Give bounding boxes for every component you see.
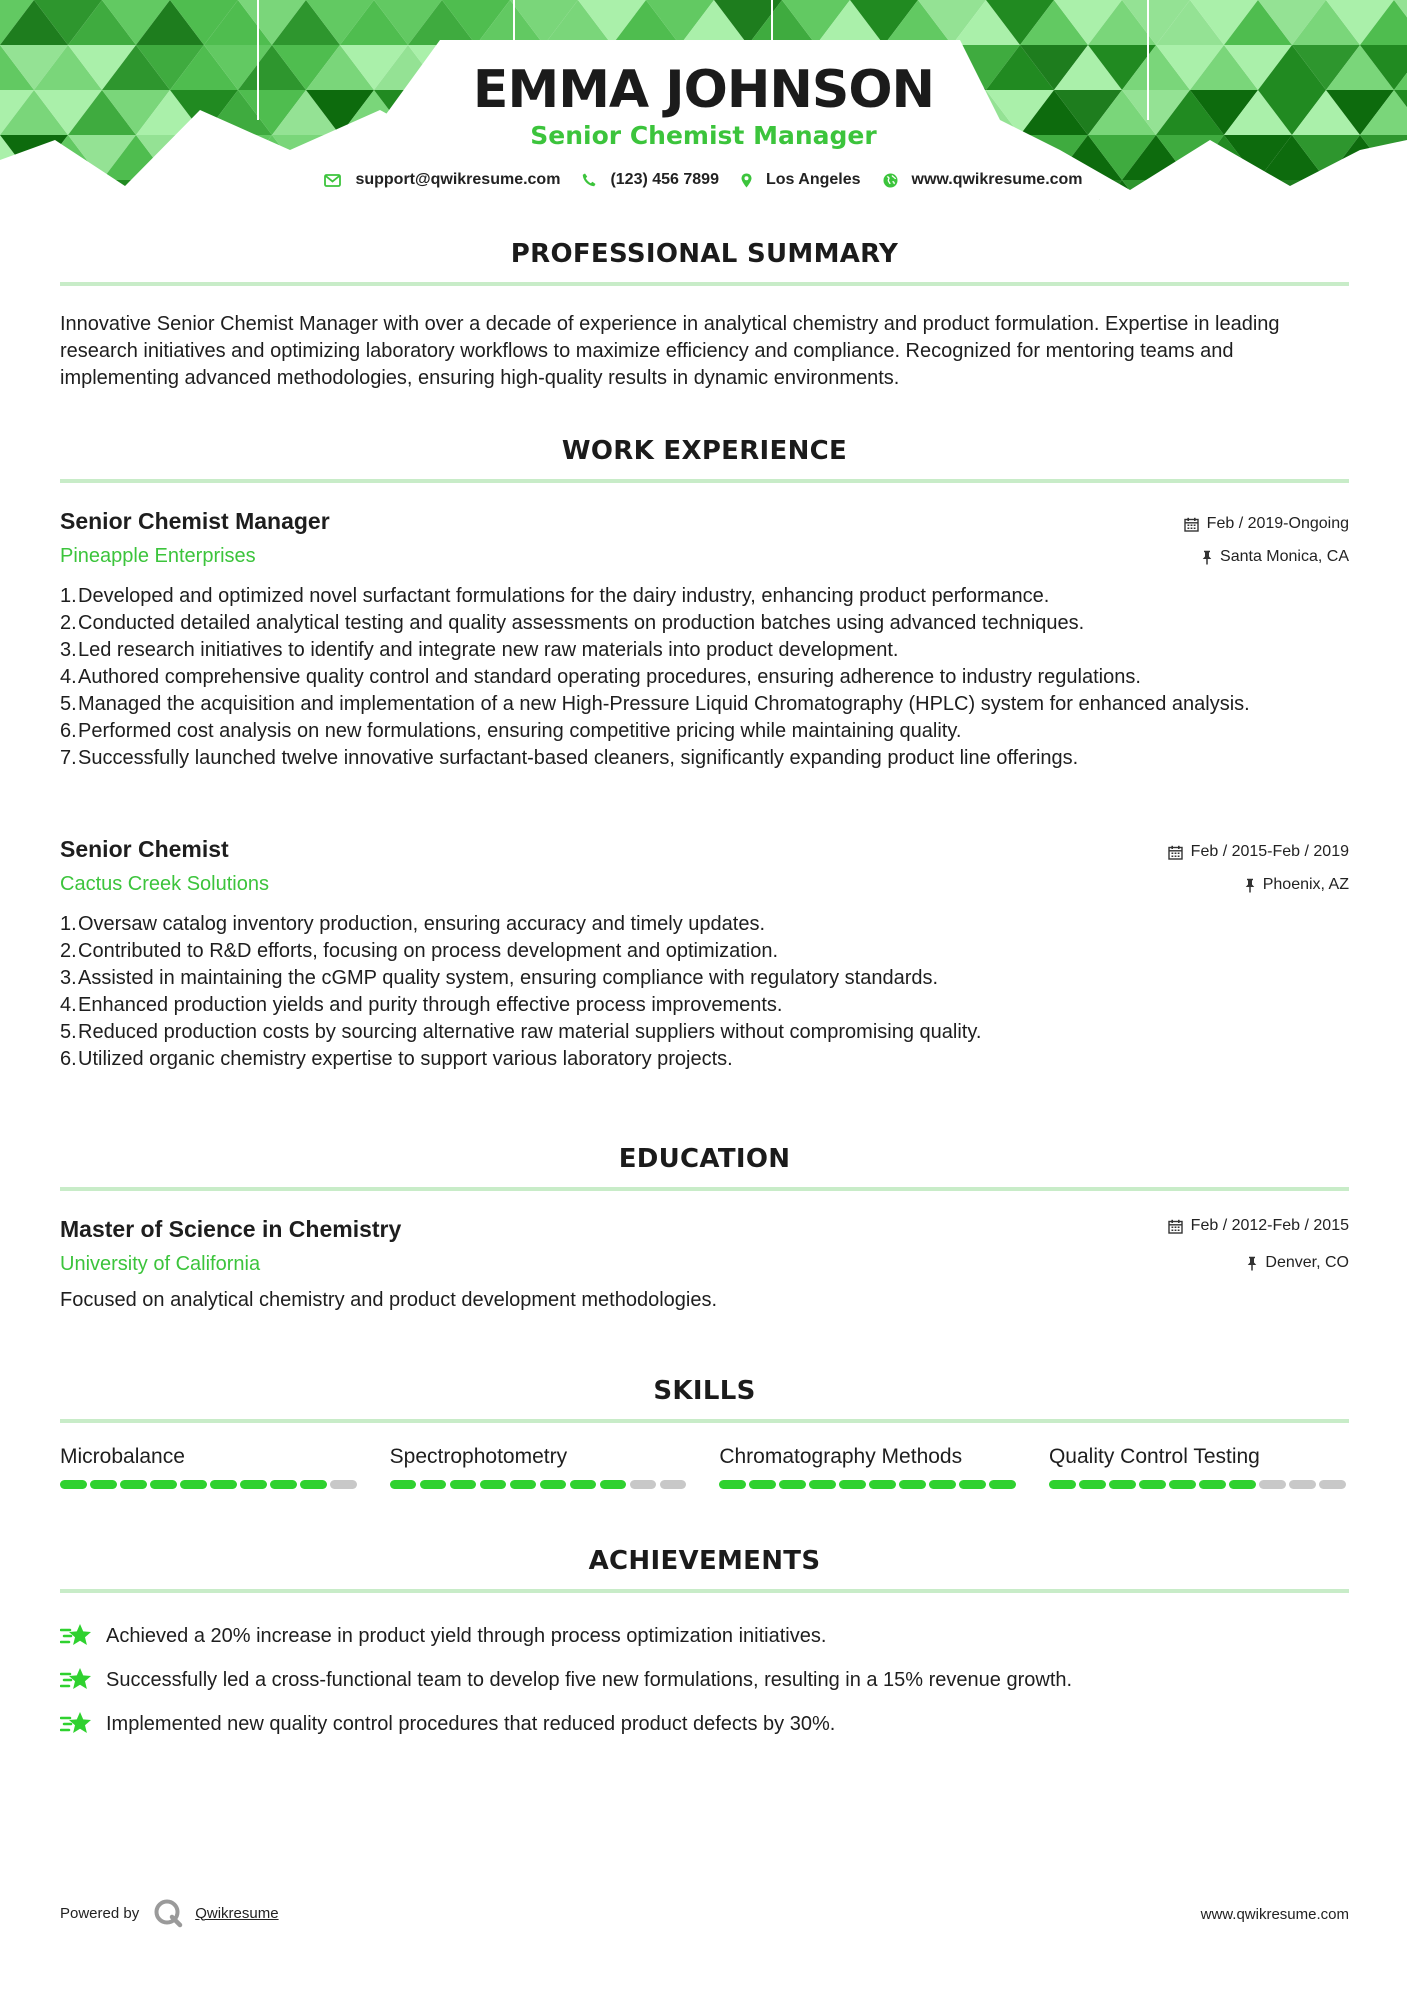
skill-level-segment <box>150 1480 177 1489</box>
website-text: www.qwikresume.com <box>911 171 1083 188</box>
skill-level-segment <box>420 1480 447 1489</box>
section-divider <box>60 1589 1349 1593</box>
job-role: Senior Chemist Manager <box>60 508 330 534</box>
map-marker-icon <box>741 173 752 188</box>
skill-level-segment <box>989 1480 1016 1489</box>
skill-level-segment <box>809 1480 836 1489</box>
footer-website[interactable]: www.qwikresume.com <box>1200 1906 1349 1923</box>
globe-icon <box>883 173 898 188</box>
shooting-star-icon <box>60 1622 92 1650</box>
calendar-icon <box>1168 1219 1183 1234</box>
envelope-icon <box>324 174 341 187</box>
calendar-icon <box>1168 845 1183 860</box>
summary-text: Innovative Senior Chemist Manager with over a decade of experience in analytical chemistry and product formulation. Expertise in leading research initiatives and optimizing laboratory workflows to maximize efficiency and compliance. Recognized for mentoring teams and implementing advanced methodologies, ensuring high-quality results in dynamic environments. <box>60 313 1280 389</box>
skill-level-segment <box>180 1480 207 1489</box>
list-item: 5. Reduced production costs by sourcing alternative raw material suppliers without compromising quality. <box>60 1021 982 1043</box>
skill-level-segment <box>300 1480 327 1489</box>
list-item <box>60 1702 1349 1746</box>
skill-level-segment <box>1079 1480 1106 1489</box>
skill-name: Spectrophotometry <box>389 1445 568 1468</box>
skill-level-segment <box>899 1480 926 1489</box>
achievements-list <box>60 1614 1349 1746</box>
skill-level-bar <box>719 1480 1019 1489</box>
skill-level-segment <box>390 1480 417 1489</box>
skill-level-segment <box>120 1480 147 1489</box>
location-text: Los Angeles <box>765 171 861 188</box>
pushpin-icon <box>1247 1256 1257 1271</box>
candidate-name: EMMA JOHNSON <box>472 60 935 120</box>
list-item: 3. Led research initiatives to identify and integrate new raw materials into product development. <box>60 639 899 661</box>
skill-level-segment <box>570 1480 597 1489</box>
skill-level-segment <box>779 1480 806 1489</box>
skill-level-segment <box>1169 1480 1196 1489</box>
skill-level-segment <box>1289 1480 1316 1489</box>
skill-level-segment <box>270 1480 297 1489</box>
skill-level-segment <box>210 1480 237 1489</box>
candidate-title: Senior Chemist Manager <box>530 121 877 150</box>
phone-icon <box>582 173 596 187</box>
school: University of California <box>60 1253 261 1275</box>
skill-level-bar <box>390 1480 690 1489</box>
achievement-text: Implemented new quality control procedures that reduced product defects by 30%. <box>106 1712 836 1735</box>
job-role: Senior Chemist <box>60 836 229 862</box>
skill-level-segment <box>929 1480 956 1489</box>
list-item: 2. Conducted detailed analytical testing and quality assessments on production batches using advanced techniques. <box>60 612 1085 634</box>
skill-item <box>60 1443 360 1489</box>
section-divider <box>60 1419 1349 1423</box>
footer-powered-by <box>60 1898 279 1928</box>
job-location: Phoenix, AZ <box>1262 876 1349 893</box>
list-item <box>60 1614 1349 1658</box>
skill-level-segment <box>1109 1480 1136 1489</box>
list-item: 3. Assisted in maintaining the cGMP quality system, ensuring compliance with regulatory standards. <box>60 967 939 989</box>
list-item: 6. Performed cost analysis on new formulations, ensuring competitive pricing while maintaining quality. <box>60 720 962 742</box>
section-divider <box>60 1187 1349 1191</box>
skill-level-segment <box>90 1480 117 1489</box>
skill-level-segment <box>959 1480 986 1489</box>
list-item: 4. Authored comprehensive quality control and standard operating procedures, ensuring adherence to industry regulations. <box>60 666 1141 688</box>
job-bullets <box>60 583 1349 772</box>
achievements-section <box>60 1545 1349 1593</box>
education-dates: Feb / 2012-Feb / 2015 <box>1190 1217 1349 1234</box>
education-description: Focused on analytical chemistry and product development methodologies. <box>60 1289 718 1311</box>
achievement-text: Successfully led a cross-functional team to develop five new formulations, resulting in a 15% revenue growth. <box>106 1668 1073 1691</box>
list-item: 6. Utilized organic chemistry expertise to support various laboratory projects. <box>60 1048 733 1070</box>
contact-location <box>741 171 861 189</box>
skill-level-bar <box>60 1480 360 1489</box>
shooting-star-icon <box>60 1666 92 1694</box>
job-entry <box>60 506 1349 772</box>
skill-name: Chromatography Methods <box>719 1445 963 1468</box>
skills-list <box>60 1443 1349 1489</box>
skill-level-segment <box>630 1480 657 1489</box>
list-item: 2. Contributed to R&D efforts, focusing on process development and optimization. <box>60 940 779 962</box>
job-bullets <box>60 911 1349 1073</box>
list-item: 1. Oversaw catalog inventory production, ensuring accuracy and timely updates. <box>60 913 766 935</box>
skill-item <box>719 1443 1019 1489</box>
education-entry <box>60 1214 1349 1314</box>
email-text: support@qwikresume.com <box>355 171 561 188</box>
job-dates: Feb / 2019-Ongoing <box>1206 515 1349 532</box>
summary-section <box>60 238 1349 286</box>
skill-name: Microbalance <box>60 1445 185 1468</box>
skills-section <box>60 1375 1349 1423</box>
achievements-heading: ACHIEVEMENTS <box>588 1546 821 1576</box>
skill-level-segment <box>869 1480 896 1489</box>
skill-name: Quality Control Testing <box>1048 1445 1260 1468</box>
list-item: 4. Enhanced production yields and purity through effective process improvements. <box>60 994 783 1016</box>
summary-heading: PROFESSIONAL SUMMARY <box>510 239 899 269</box>
job-company: Pineapple Enterprises <box>60 545 256 567</box>
job-location: Santa Monica, CA <box>1220 548 1349 565</box>
job-company: Cactus Creek Solutions <box>60 873 269 895</box>
skill-level-segment <box>1259 1480 1286 1489</box>
contact-email[interactable] <box>324 171 560 189</box>
qwikresume-logo-icon <box>153 1898 183 1928</box>
job-entry <box>60 834 1349 1073</box>
skill-level-segment <box>480 1480 507 1489</box>
job-dates: Feb / 2015-Feb / 2019 <box>1190 843 1349 860</box>
list-item: 1. Developed and optimized novel surfactant formulations for the dairy industry, enhancing product performance. <box>60 585 1050 607</box>
skill-level-segment <box>1049 1480 1076 1489</box>
skill-level-segment <box>1319 1480 1346 1489</box>
experience-heading: WORK EXPERIENCE <box>561 436 848 466</box>
skill-level-segment <box>660 1480 687 1489</box>
degree: Master of Science in Chemistry <box>60 1216 402 1242</box>
skill-level-segment <box>240 1480 267 1489</box>
phone-text: (123) 456 7899 <box>610 171 719 188</box>
skill-item <box>1049 1443 1349 1489</box>
skill-level-segment <box>1139 1480 1166 1489</box>
contact-website[interactable] <box>883 171 1083 189</box>
powered-by-label: Powered by <box>60 1904 140 1922</box>
skill-level-segment <box>1229 1480 1256 1489</box>
education-heading: EDUCATION <box>618 1144 791 1174</box>
skill-level-bar <box>1049 1480 1349 1489</box>
section-divider <box>60 282 1349 286</box>
list-item: 7. Successfully launched twelve innovative surfactant-based cleaners, significantly expanding product line offerings. <box>60 747 1079 769</box>
pushpin-icon <box>1202 550 1212 565</box>
pushpin-icon <box>1245 878 1255 893</box>
skills-heading: SKILLS <box>653 1376 756 1406</box>
contact-row <box>0 171 1407 189</box>
skill-level-segment <box>749 1480 776 1489</box>
contact-phone[interactable] <box>582 171 719 189</box>
list-item <box>60 1658 1349 1702</box>
shooting-star-icon <box>60 1710 92 1738</box>
list-item: 5. Managed the acquisition and implementation of a new High-Pressure Liquid Chromatography (HPLC) system for enhanced analysis. <box>60 693 1250 715</box>
skill-item <box>390 1443 690 1489</box>
qwikresume-link[interactable]: Qwikresume <box>195 1904 279 1922</box>
skill-level-segment <box>450 1480 477 1489</box>
experience-section <box>60 435 1349 483</box>
achievement-text: Achieved a 20% increase in product yield through process optimization initiatives. <box>106 1624 827 1647</box>
skill-level-segment <box>330 1480 357 1489</box>
skill-level-segment <box>719 1480 746 1489</box>
education-location: Denver, CO <box>1265 1254 1349 1271</box>
calendar-icon <box>1184 517 1199 532</box>
skill-level-segment <box>1199 1480 1226 1489</box>
education-section <box>60 1143 1349 1191</box>
skill-level-segment <box>60 1480 87 1489</box>
skill-level-segment <box>540 1480 567 1489</box>
skill-level-segment <box>600 1480 627 1489</box>
section-divider <box>60 479 1349 483</box>
skill-level-segment <box>839 1480 866 1489</box>
skill-level-segment <box>510 1480 537 1489</box>
